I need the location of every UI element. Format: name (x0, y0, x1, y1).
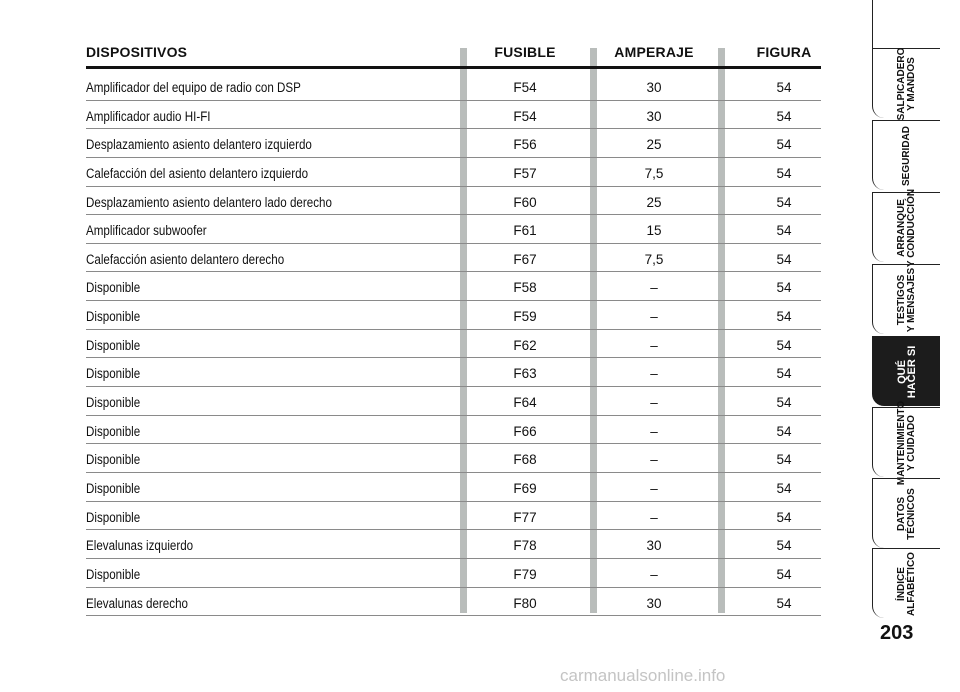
cell-amperaje: 25 (646, 194, 662, 210)
table-row (86, 129, 821, 158)
cell-figura: 54 (776, 80, 792, 95)
section-tab[interactable] (872, 478, 940, 548)
section-tab[interactable] (872, 548, 940, 618)
table-row (86, 215, 821, 244)
sidebar-top-line (872, 0, 873, 48)
cell-amperaje: – (650, 366, 658, 382)
table-row (86, 416, 821, 445)
header-dispositivos: DISPOSITIVOS (86, 44, 188, 60)
table-row (86, 301, 821, 330)
cell-amperaje: – (650, 566, 658, 582)
cell-dispositivo: Disponible (86, 309, 141, 325)
table-row (86, 244, 821, 273)
header-fusible: FUSIBLE (494, 44, 556, 60)
cell-dispositivo: Calefacción asiento delantero derecho (86, 251, 285, 267)
cell-dispositivo: Amplificador del equipo de radio con DSP (86, 80, 301, 95)
header-amperaje: AMPERAJE (614, 44, 694, 60)
cell-amperaje: – (650, 395, 658, 411)
section-tab-label: QUÉ HACER SI (895, 345, 918, 398)
cell-dispositivo: Disponible (86, 366, 141, 382)
cell-amperaje: – (650, 280, 658, 296)
table-row (86, 559, 821, 588)
table-row (86, 358, 821, 387)
cell-dispositivo: Elevalunas izquierdo (86, 538, 194, 554)
cell-figura: 54 (776, 251, 792, 267)
cell-fusible: F58 (513, 280, 537, 296)
cell-fusible: F66 (513, 423, 537, 439)
fuse-table (86, 72, 821, 616)
cell-amperaje: – (650, 423, 658, 439)
section-tab[interactable] (872, 336, 940, 406)
cell-figura: 54 (776, 480, 792, 496)
cell-dispositivo: Elevalunas derecho (86, 595, 188, 611)
cell-amperaje: – (650, 509, 658, 525)
cell-dispositivo: Desplazamiento asiento delantero lado derecho (86, 194, 332, 210)
cell-amperaje: – (650, 309, 658, 325)
section-tab-label: SALPICADERO Y MANDOS (895, 47, 917, 120)
section-tab-label: MANTENIMIENTO Y CUIDADO (895, 400, 917, 485)
cell-dispositivo: Disponible (86, 452, 141, 468)
table-row (86, 187, 821, 216)
cell-amperaje: – (650, 337, 658, 353)
section-tab[interactable] (872, 400, 940, 485)
cell-figura: 54 (776, 280, 792, 296)
cell-figura: 54 (776, 566, 792, 582)
cell-fusible: F59 (513, 309, 537, 325)
cell-fusible: F67 (513, 251, 537, 267)
cell-fusible: F77 (513, 509, 537, 525)
cell-fusible: F68 (513, 452, 537, 468)
section-tab-label: SEGURIDAD (900, 125, 912, 186)
cell-fusible: F54 (513, 80, 537, 95)
section-tab-label: ÍNDICE ALFABÉTICO (895, 551, 917, 616)
cell-dispositivo: Calefacción del asiento delantero izquierdo (86, 165, 309, 181)
cell-fusible: F54 (513, 108, 537, 124)
cell-figura: 54 (776, 595, 792, 611)
cell-amperaje: 15 (646, 223, 662, 239)
cell-fusible: F64 (513, 395, 537, 411)
table-row (86, 101, 821, 130)
cell-figura: 54 (776, 108, 792, 124)
cell-fusible: F57 (513, 165, 537, 181)
section-tab-label: DATOS TÉCNICOS (895, 487, 917, 540)
cell-figura: 54 (776, 366, 792, 382)
table-row (86, 502, 821, 531)
cell-dispositivo: Disponible (86, 509, 141, 525)
section-tab[interactable] (872, 120, 940, 190)
table-row (86, 72, 821, 101)
table-row (86, 473, 821, 502)
table-row (86, 588, 821, 617)
cell-fusible: F80 (513, 595, 537, 611)
cell-fusible: F60 (513, 194, 537, 210)
cell-figura: 54 (776, 337, 792, 353)
cell-figura: 54 (776, 395, 792, 411)
cell-amperaje: 25 (646, 137, 662, 153)
cell-fusible: F78 (513, 538, 537, 554)
cell-figura: 54 (776, 538, 792, 554)
cell-amperaje: – (650, 452, 658, 468)
header-figura: FIGURA (756, 44, 812, 60)
cell-figura: 54 (776, 309, 792, 325)
cell-fusible: F63 (513, 366, 537, 382)
cell-fusible: F61 (513, 223, 537, 239)
cell-amperaje: 30 (646, 108, 662, 124)
cell-dispositivo: Amplificador subwoofer (86, 223, 207, 239)
cell-dispositivo: Disponible (86, 395, 141, 411)
cell-amperaje: 7,5 (644, 165, 664, 181)
table-row (86, 530, 821, 559)
cell-figura: 54 (776, 509, 792, 525)
table-row (86, 158, 821, 187)
cell-figura: 54 (776, 194, 792, 210)
section-tab-label: TESTIGOS Y MENSAJES (895, 267, 917, 332)
table-row (86, 444, 821, 473)
header-rule (86, 66, 821, 69)
table-row (86, 330, 821, 359)
section-tab-label: ARRANQUE Y CONDUCCIÓN (895, 188, 917, 267)
cell-fusible: F69 (513, 480, 537, 496)
section-tab[interactable] (872, 48, 940, 118)
cell-fusible: F56 (513, 137, 537, 153)
cell-figura: 54 (776, 423, 792, 439)
cell-dispositivo: Disponible (86, 566, 141, 582)
watermark: carmanualsonline.info (560, 666, 726, 685)
cell-dispositivo: Disponible (86, 337, 141, 353)
cell-dispositivo: Disponible (86, 480, 141, 496)
cell-dispositivo: Disponible (86, 423, 141, 439)
section-tab[interactable] (872, 188, 940, 267)
table-row (86, 272, 821, 301)
cell-amperaje: 30 (646, 538, 662, 554)
section-tab[interactable] (872, 264, 940, 334)
cell-dispositivo: Desplazamiento asiento delantero izquierdo (86, 137, 312, 153)
section-tabs (872, 0, 960, 692)
cell-figura: 54 (776, 165, 792, 181)
cell-amperaje: 30 (646, 595, 662, 611)
table-row (86, 387, 821, 416)
cell-figura: 54 (776, 452, 792, 468)
cell-amperaje: – (650, 480, 658, 496)
cell-fusible: F79 (513, 566, 537, 582)
page-number: 203 (880, 622, 914, 644)
cell-dispositivo: Amplificador audio HI-FI (86, 108, 211, 124)
cell-figura: 54 (776, 223, 792, 239)
cell-amperaje: 30 (646, 80, 662, 95)
cell-dispositivo: Disponible (86, 280, 141, 296)
cell-amperaje: 7,5 (644, 251, 664, 267)
cell-fusible: F62 (513, 337, 537, 353)
cell-figura: 54 (776, 137, 792, 153)
